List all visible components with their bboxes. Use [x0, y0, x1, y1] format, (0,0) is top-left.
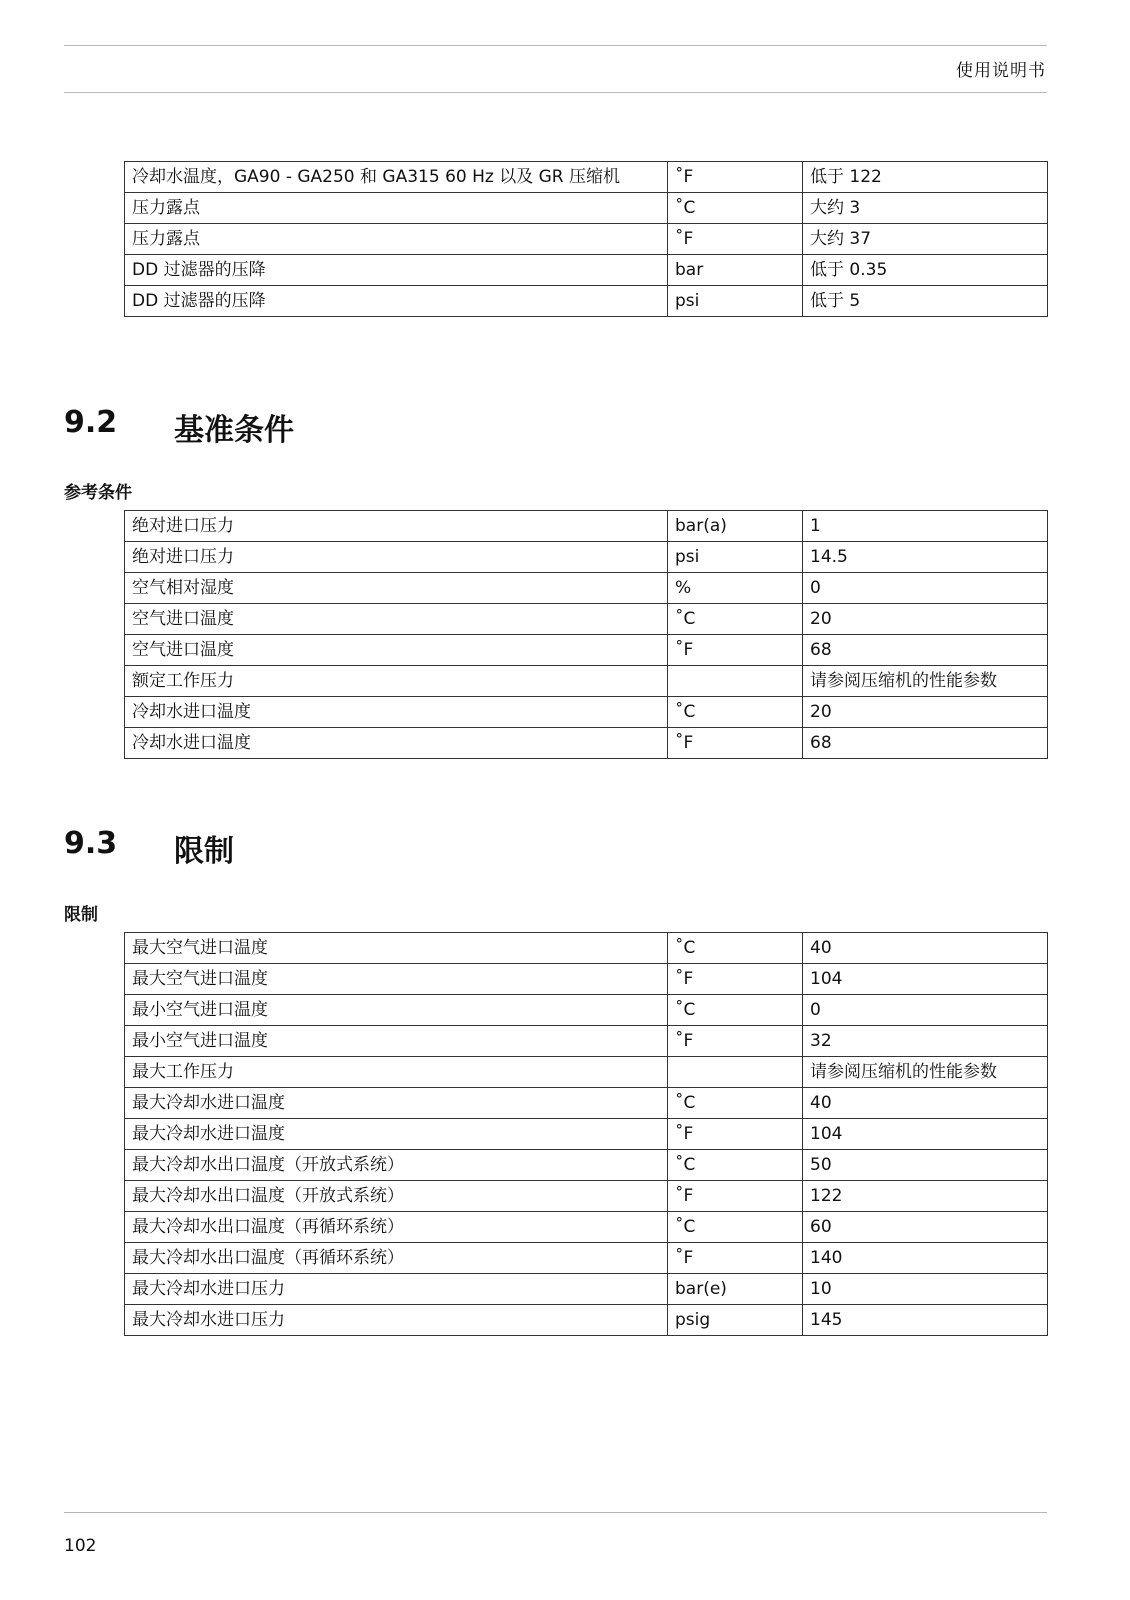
value-cell: 大约 3: [803, 193, 1048, 224]
table-row: [125, 1274, 1048, 1305]
parameter-cell: 冷却水温度，GA90 - GA250 和 GA315 60 Hz 以及 GR 压缩机: [125, 162, 668, 193]
unit-cell: bar(e): [668, 1274, 803, 1305]
value-cell: 145: [803, 1305, 1048, 1336]
value-cell: 104: [803, 1119, 1048, 1150]
parameter-cell: 最大空气进口温度: [125, 933, 668, 964]
parameter-cell: 绝对进口压力: [125, 542, 668, 573]
unit-cell: ˚C: [668, 995, 803, 1026]
parameter-cell: 最大冷却水进口压力: [125, 1274, 668, 1305]
subheading-limits: 限制: [64, 905, 98, 925]
parameter-cell: 最大冷却水出口温度（再循环系统）: [125, 1212, 668, 1243]
unit-cell: ˚C: [668, 1150, 803, 1181]
value-cell: 0: [803, 995, 1048, 1026]
value-cell: 68: [803, 635, 1048, 666]
section-number: 9.3: [64, 826, 118, 861]
parameter-cell: 压力露点: [125, 193, 668, 224]
table-row: [125, 635, 1048, 666]
table-row: [125, 1026, 1048, 1057]
table-row: [125, 573, 1048, 604]
value-cell: 20: [803, 697, 1048, 728]
unit-cell: ˚F: [668, 224, 803, 255]
unit-cell: psi: [668, 542, 803, 573]
table-row: [125, 697, 1048, 728]
header-bottom-rule: [64, 92, 1047, 93]
parameter-cell: 冷却水进口温度: [125, 697, 668, 728]
unit-cell: [668, 1057, 803, 1088]
table-row: [125, 1088, 1048, 1119]
parameter-cell: 冷却水进口温度: [125, 728, 668, 759]
unit-cell: ˚F: [668, 964, 803, 995]
parameter-cell: 最大冷却水进口压力: [125, 1305, 668, 1336]
parameter-cell: 最大冷却水出口温度（开放式系统）: [125, 1181, 668, 1212]
parameter-cell: 绝对进口压力: [125, 511, 668, 542]
unit-cell: ˚C: [668, 1212, 803, 1243]
section-heading-9-2: [64, 405, 294, 449]
table-row: [125, 1243, 1048, 1274]
value-cell: 140: [803, 1243, 1048, 1274]
parameter-cell: DD 过滤器的压降: [125, 286, 668, 317]
table-row: [125, 511, 1048, 542]
table-row: [125, 995, 1048, 1026]
section-title: 限制: [174, 834, 234, 869]
footer-rule: [64, 1512, 1047, 1513]
parameter-cell: 最大冷却水进口温度: [125, 1088, 668, 1119]
value-cell: 低于 5: [803, 286, 1048, 317]
unit-cell: ˚F: [668, 1119, 803, 1150]
unit-cell: ˚F: [668, 1243, 803, 1274]
unit-cell: ˚F: [668, 1181, 803, 1212]
parameter-cell: DD 过滤器的压降: [125, 255, 668, 286]
parameter-cell: 最大冷却水进口温度: [125, 1119, 668, 1150]
unit-cell: ˚C: [668, 604, 803, 635]
table-row: [125, 604, 1048, 635]
unit-cell: bar: [668, 255, 803, 286]
parameter-cell: 最大空气进口温度: [125, 964, 668, 995]
value-cell: 68: [803, 728, 1048, 759]
unit-cell: ˚F: [668, 635, 803, 666]
value-cell: 请参阅压缩机的性能参数: [803, 666, 1048, 697]
parameter-cell: 压力露点: [125, 224, 668, 255]
unit-cell: ˚C: [668, 697, 803, 728]
value-cell: 请参阅压缩机的性能参数: [803, 1057, 1048, 1088]
table-row: [125, 286, 1048, 317]
parameter-cell: 最大冷却水出口温度（开放式系统）: [125, 1150, 668, 1181]
unit-cell: psig: [668, 1305, 803, 1336]
document-title: 使用说明书: [956, 61, 1046, 81]
subheading-reference-conditions: 参考条件: [64, 483, 132, 503]
table-row: [125, 1305, 1048, 1336]
table-row: [125, 224, 1048, 255]
value-cell: 122: [803, 1181, 1048, 1212]
table-reference-conditions-body: [125, 511, 1048, 759]
page-number: 102: [64, 1536, 97, 1556]
unit-cell: bar(a): [668, 511, 803, 542]
table-row: [125, 1119, 1048, 1150]
value-cell: 10: [803, 1274, 1048, 1305]
parameter-cell: 空气进口温度: [125, 635, 668, 666]
value-cell: 60: [803, 1212, 1048, 1243]
section-number: 9.2: [64, 405, 118, 440]
table-top-body: [125, 162, 1048, 317]
table-row: [125, 964, 1048, 995]
value-cell: 14.5: [803, 542, 1048, 573]
section-heading-9-3: [64, 826, 234, 870]
value-cell: 低于 122: [803, 162, 1048, 193]
value-cell: 40: [803, 1088, 1048, 1119]
table-row: [125, 666, 1048, 697]
table-row: [125, 193, 1048, 224]
parameter-cell: 最大冷却水出口温度（再循环系统）: [125, 1243, 668, 1274]
parameter-cell: 空气相对湿度: [125, 573, 668, 604]
table-row: [125, 542, 1048, 573]
table-limits: [124, 932, 1048, 1336]
value-cell: 40: [803, 933, 1048, 964]
table-row: [125, 1057, 1048, 1088]
header-top-rule: [64, 45, 1047, 46]
unit-cell: %: [668, 573, 803, 604]
value-cell: 50: [803, 1150, 1048, 1181]
value-cell: 低于 0.35: [803, 255, 1048, 286]
unit-cell: ˚F: [668, 728, 803, 759]
table-row: [125, 162, 1048, 193]
table-row: [125, 1212, 1048, 1243]
table-limits-body: [125, 933, 1048, 1336]
value-cell: 104: [803, 964, 1048, 995]
parameter-cell: 空气进口温度: [125, 604, 668, 635]
unit-cell: ˚F: [668, 1026, 803, 1057]
parameter-cell: 最小空气进口温度: [125, 1026, 668, 1057]
table-row: [125, 1181, 1048, 1212]
value-cell: 32: [803, 1026, 1048, 1057]
parameter-cell: 最大工作压力: [125, 1057, 668, 1088]
unit-cell: [668, 666, 803, 697]
table-row: [125, 1150, 1048, 1181]
unit-cell: ˚C: [668, 933, 803, 964]
unit-cell: ˚F: [668, 162, 803, 193]
value-cell: 0: [803, 573, 1048, 604]
value-cell: 20: [803, 604, 1048, 635]
value-cell: 1: [803, 511, 1048, 542]
parameter-cell: 最小空气进口温度: [125, 995, 668, 1026]
unit-cell: ˚C: [668, 193, 803, 224]
table-reference-conditions: [124, 510, 1048, 759]
unit-cell: psi: [668, 286, 803, 317]
table-row: [125, 933, 1048, 964]
table-row: [125, 255, 1048, 286]
table-top: [124, 161, 1048, 317]
table-row: [125, 728, 1048, 759]
section-title: 基准条件: [174, 413, 294, 448]
parameter-cell: 额定工作压力: [125, 666, 668, 697]
unit-cell: ˚C: [668, 1088, 803, 1119]
value-cell: 大约 37: [803, 224, 1048, 255]
